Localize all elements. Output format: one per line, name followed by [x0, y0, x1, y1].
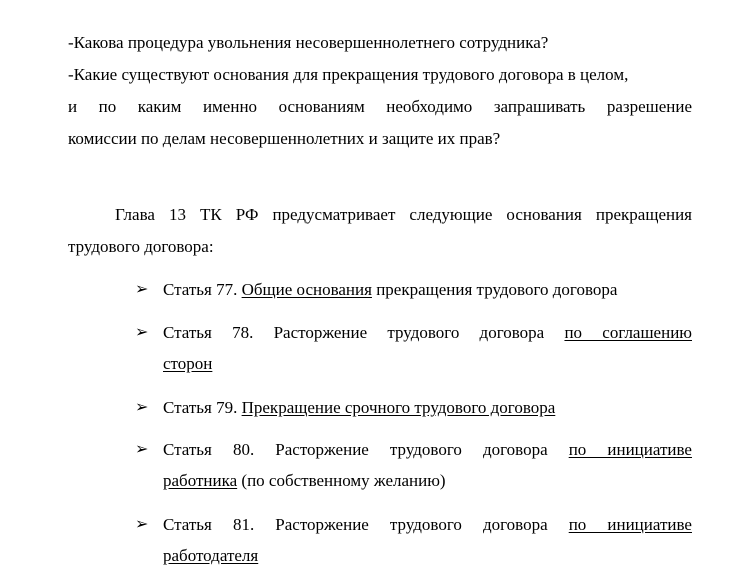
article-78-link-continued[interactable]: сторон — [163, 354, 213, 373]
article-81-line-2 — [163, 546, 692, 566]
question-1: -Какова процедура увольнения несовершеннолетнего сотрудника? — [68, 33, 549, 52]
article-80-line-2 — [163, 471, 692, 491]
question-2-line-2: и по каким именно основаниям необходимо запрашивать разрешение — [68, 97, 692, 116]
article-79-link[interactable]: Прекращение срочного трудового договора — [241, 398, 556, 417]
article-78-line-1 — [163, 323, 692, 343]
arrow-bullet-icon: ➢ — [135, 322, 149, 341]
question-2-line-1: -Какие существуют основания для прекращения трудового договора в целом, — [68, 65, 629, 84]
article-80-suffix: (по собственному желанию) — [237, 471, 446, 490]
arrow-bullet-icon: ➢ — [135, 397, 149, 416]
article-81-link-continued[interactable]: работодателя — [163, 546, 259, 565]
arrow-bullet-icon: ➢ — [135, 279, 149, 298]
arrow-bullet-icon: ➢ — [135, 514, 149, 533]
arrow-bullet-icon: ➢ — [135, 439, 149, 458]
article-77-suffix: прекращения трудового договора — [371, 280, 618, 299]
intro-line-2: трудового договора: — [68, 237, 214, 256]
article-80-link[interactable]: по инициативе — [568, 440, 692, 459]
article-81-prefix: Статья 81. Расторжение трудового договора — [163, 515, 569, 534]
article-78-prefix: Статья 78. Расторжение трудового договора — [163, 323, 565, 342]
intro-line-1: Глава 13 ТК РФ предусматривает следующие основания прекращения — [115, 205, 692, 224]
article-78-line-2 — [163, 354, 692, 374]
article-80-line-1 — [163, 440, 692, 460]
article-77 — [163, 280, 692, 300]
article-81-link[interactable]: по инициативе — [568, 515, 692, 534]
article-80-prefix: Статья 80. Расторжение трудового договора — [163, 440, 569, 459]
article-77-link[interactable]: Общие основания — [241, 280, 372, 299]
article-80-link-continued[interactable]: работника — [163, 471, 238, 490]
question-2-line-3: комиссии по делам несовершеннолетних и защите их прав? — [68, 129, 501, 148]
article-79 — [163, 398, 692, 418]
article-79-prefix: Статья 79. — [163, 398, 242, 417]
article-81-line-1 — [163, 515, 692, 535]
article-77-prefix: Статья 77. — [163, 280, 242, 299]
article-78-link[interactable]: по соглашению — [564, 323, 692, 342]
